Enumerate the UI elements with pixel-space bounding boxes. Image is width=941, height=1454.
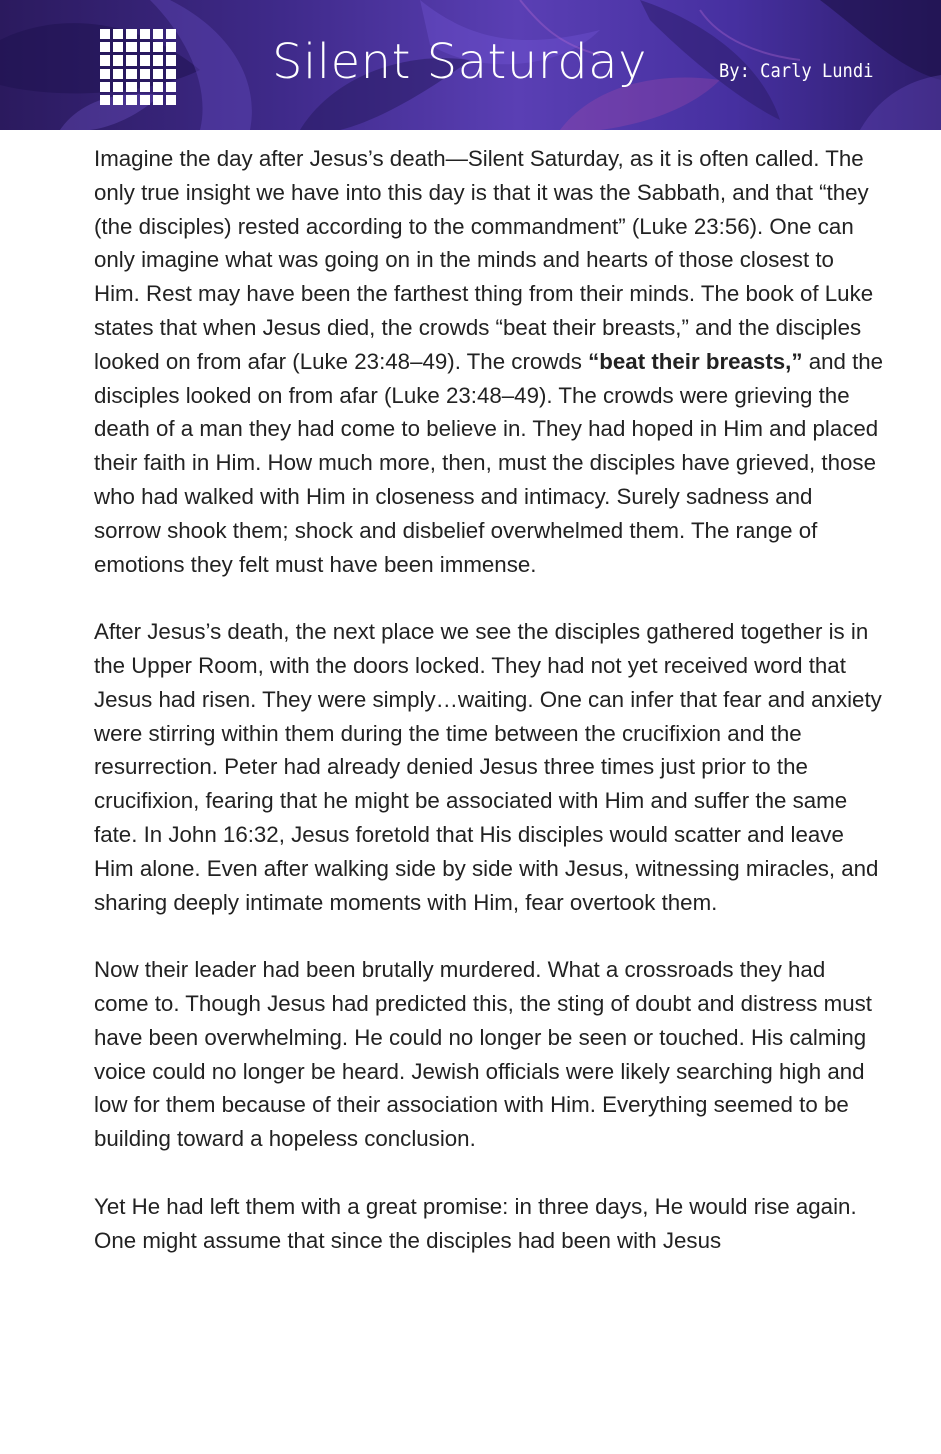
paragraph-1-text-a: Imagine the day after Jesus’s death—Silent Saturday, as it is often called. The only true insight we have into this day is that it was the Sabbath, and that “they (the disciples) rested according to the commandment” (Luke 23:56). One can only imagine what was going on in the minds and hearts of those closest to Him. Rest may have been the farthest thing from their minds. The book of Luke states that when Jesus died, the crowds “beat their breasts,” and the disciples looked on from afar (Luke 23:48–49). The crowds <box>94 146 874 374</box>
paragraph-3: Now their leader had been brutally murdered. What a crossroads they had come to. Though Jesus had predicted this, the sting of doubt and distress must have been overwhelming. He could no longer be seen or touched. His calming voice could no longer be heard. Jewish officials were likely searching high and low for them because of their association with Him. Everything seemed to be building toward a hopeless conclusion. <box>94 957 872 1152</box>
paragraph-1 <box>94 142 884 581</box>
page-title: Silent Saturday <box>272 34 647 90</box>
grid-logo-icon <box>100 29 176 105</box>
paragraph-1-bold-quote: “beat their breasts,” <box>588 348 803 374</box>
author-byline: By: Carly Lundi <box>719 60 874 82</box>
article-body <box>94 142 884 1291</box>
paragraph-1-text-b: and the disciples looked on from afar (Luke 23:48–49). The crowds were grieving the death of a man they had come to believe in. They had hoped in Him and placed their faith in Him. How much more, then, must the disciples have grieved, those who had walked with Him in closeness and intimacy. Surely sadness and sorrow shook them; shock and disbelief overwhelmed them. The range of emotions they felt must have been immense. <box>94 348 884 577</box>
paragraph-4: Yet He had left them with a great promise: in three days, He would rise again. One might assume that since the disciples had been with Jesus <box>94 1193 857 1253</box>
paragraph-2: After Jesus’s death, the next place we see the disciples gathered together is in the Upper Room, with the doors locked. They had not yet received word that Jesus had risen. They were simply…waiting. One can infer that fear and anxiety were stirring within them during the time between the crucifixion and the resurrection. Peter had already denied Jesus three times just prior to the crucifixion, fearing that he might be associated with Him and suffer the same fate. In John 16:32, Jesus foretold that His disciples would scatter and leave Him alone. Even after walking side by side with Jesus, witnessing miracles, and sharing deeply intimate moments with Him, fear overtook them. <box>94 619 882 915</box>
header-banner <box>0 0 941 130</box>
